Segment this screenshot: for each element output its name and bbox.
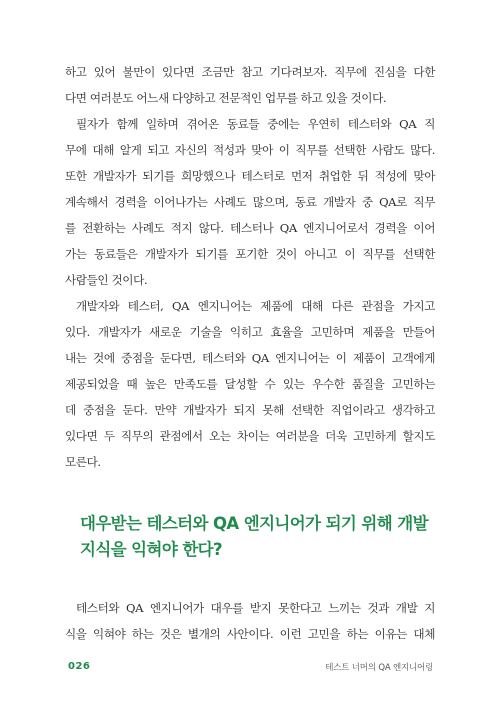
body-line: 필자가 함께 일하며 겪어온 동료들 중에는 우연히 테스터와 QA 직 [76,117,435,131]
body-line: 제공되었을 때 높은 만족도를 달성할 수 있는 우수한 품질을 고민하는 [65,377,435,391]
body-line: 테스터와 QA 엔지니어가 대우를 받지 못한다고 느끼는 것과 개발 지 [76,601,435,615]
body-line: 있다. 개발자가 새로운 기술을 익히고 효율을 고민하며 제품을 만들어 [65,325,435,339]
body-line: 개발자와 테스터, QA 엔지니어는 제품에 대해 다른 관점을 가지고 [76,299,435,313]
body-line: 무에 대해 알게 되고 자신의 적성과 맞아 이 직무를 선택한 사람도 많다. [65,143,435,157]
page-number: 026 [68,661,91,672]
body-line: 내는 것에 중점을 둔다면, 테스터와 QA 엔지니어는 이 제품이 고객에게 [65,351,435,365]
section-heading [80,511,440,563]
running-title: 테스트 너머의 QA 엔지니어링 [325,663,433,673]
heading-line: 지식을 익혀야 한다? [80,540,222,559]
heading-line: 대우받는 테스터와 QA 엔지니어가 되기 위해 개발 [80,514,428,533]
body-line: 하고 있어 불만이 있다면 조금만 참고 기다려보자. 직무에 진심을 다한 [65,65,435,79]
body-line: 사람들인 것이다. [65,273,148,287]
body-line: 가는 동료들은 개발자가 되기를 포기한 것이 아니고 이 직무를 선택한 [65,247,435,261]
body-line: 또한 개발자가 되기를 희망했으나 테스터로 먼저 취업한 뒤 적성에 맞아 [65,169,435,183]
body-line: 식을 익혀야 하는 것은 별개의 사안이다. 이런 고민을 하는 이유는 대체 [65,627,435,641]
body-line: 모른다. [65,455,101,469]
body-line: 를 전환하는 사례도 적지 않다. 테스터나 QA 엔지니어로서 경력을 이어 [65,221,435,235]
body-line: 계속해서 경력을 이어나가는 사례도 많으며, 동료 개발자 중 QA로 직무 [65,195,435,209]
body-line: 데 중점을 둔다. 만약 개발자가 되지 못해 선택한 직업이라고 생각하고 [65,403,435,417]
body-line: 있다면 두 직무의 관점에서 오는 차이는 여러분을 더욱 고민하게 할지도 [65,429,435,443]
body-line: 다면 여러분도 어느새 다양하고 전문적인 업무를 하고 있을 것이다. [65,91,387,105]
